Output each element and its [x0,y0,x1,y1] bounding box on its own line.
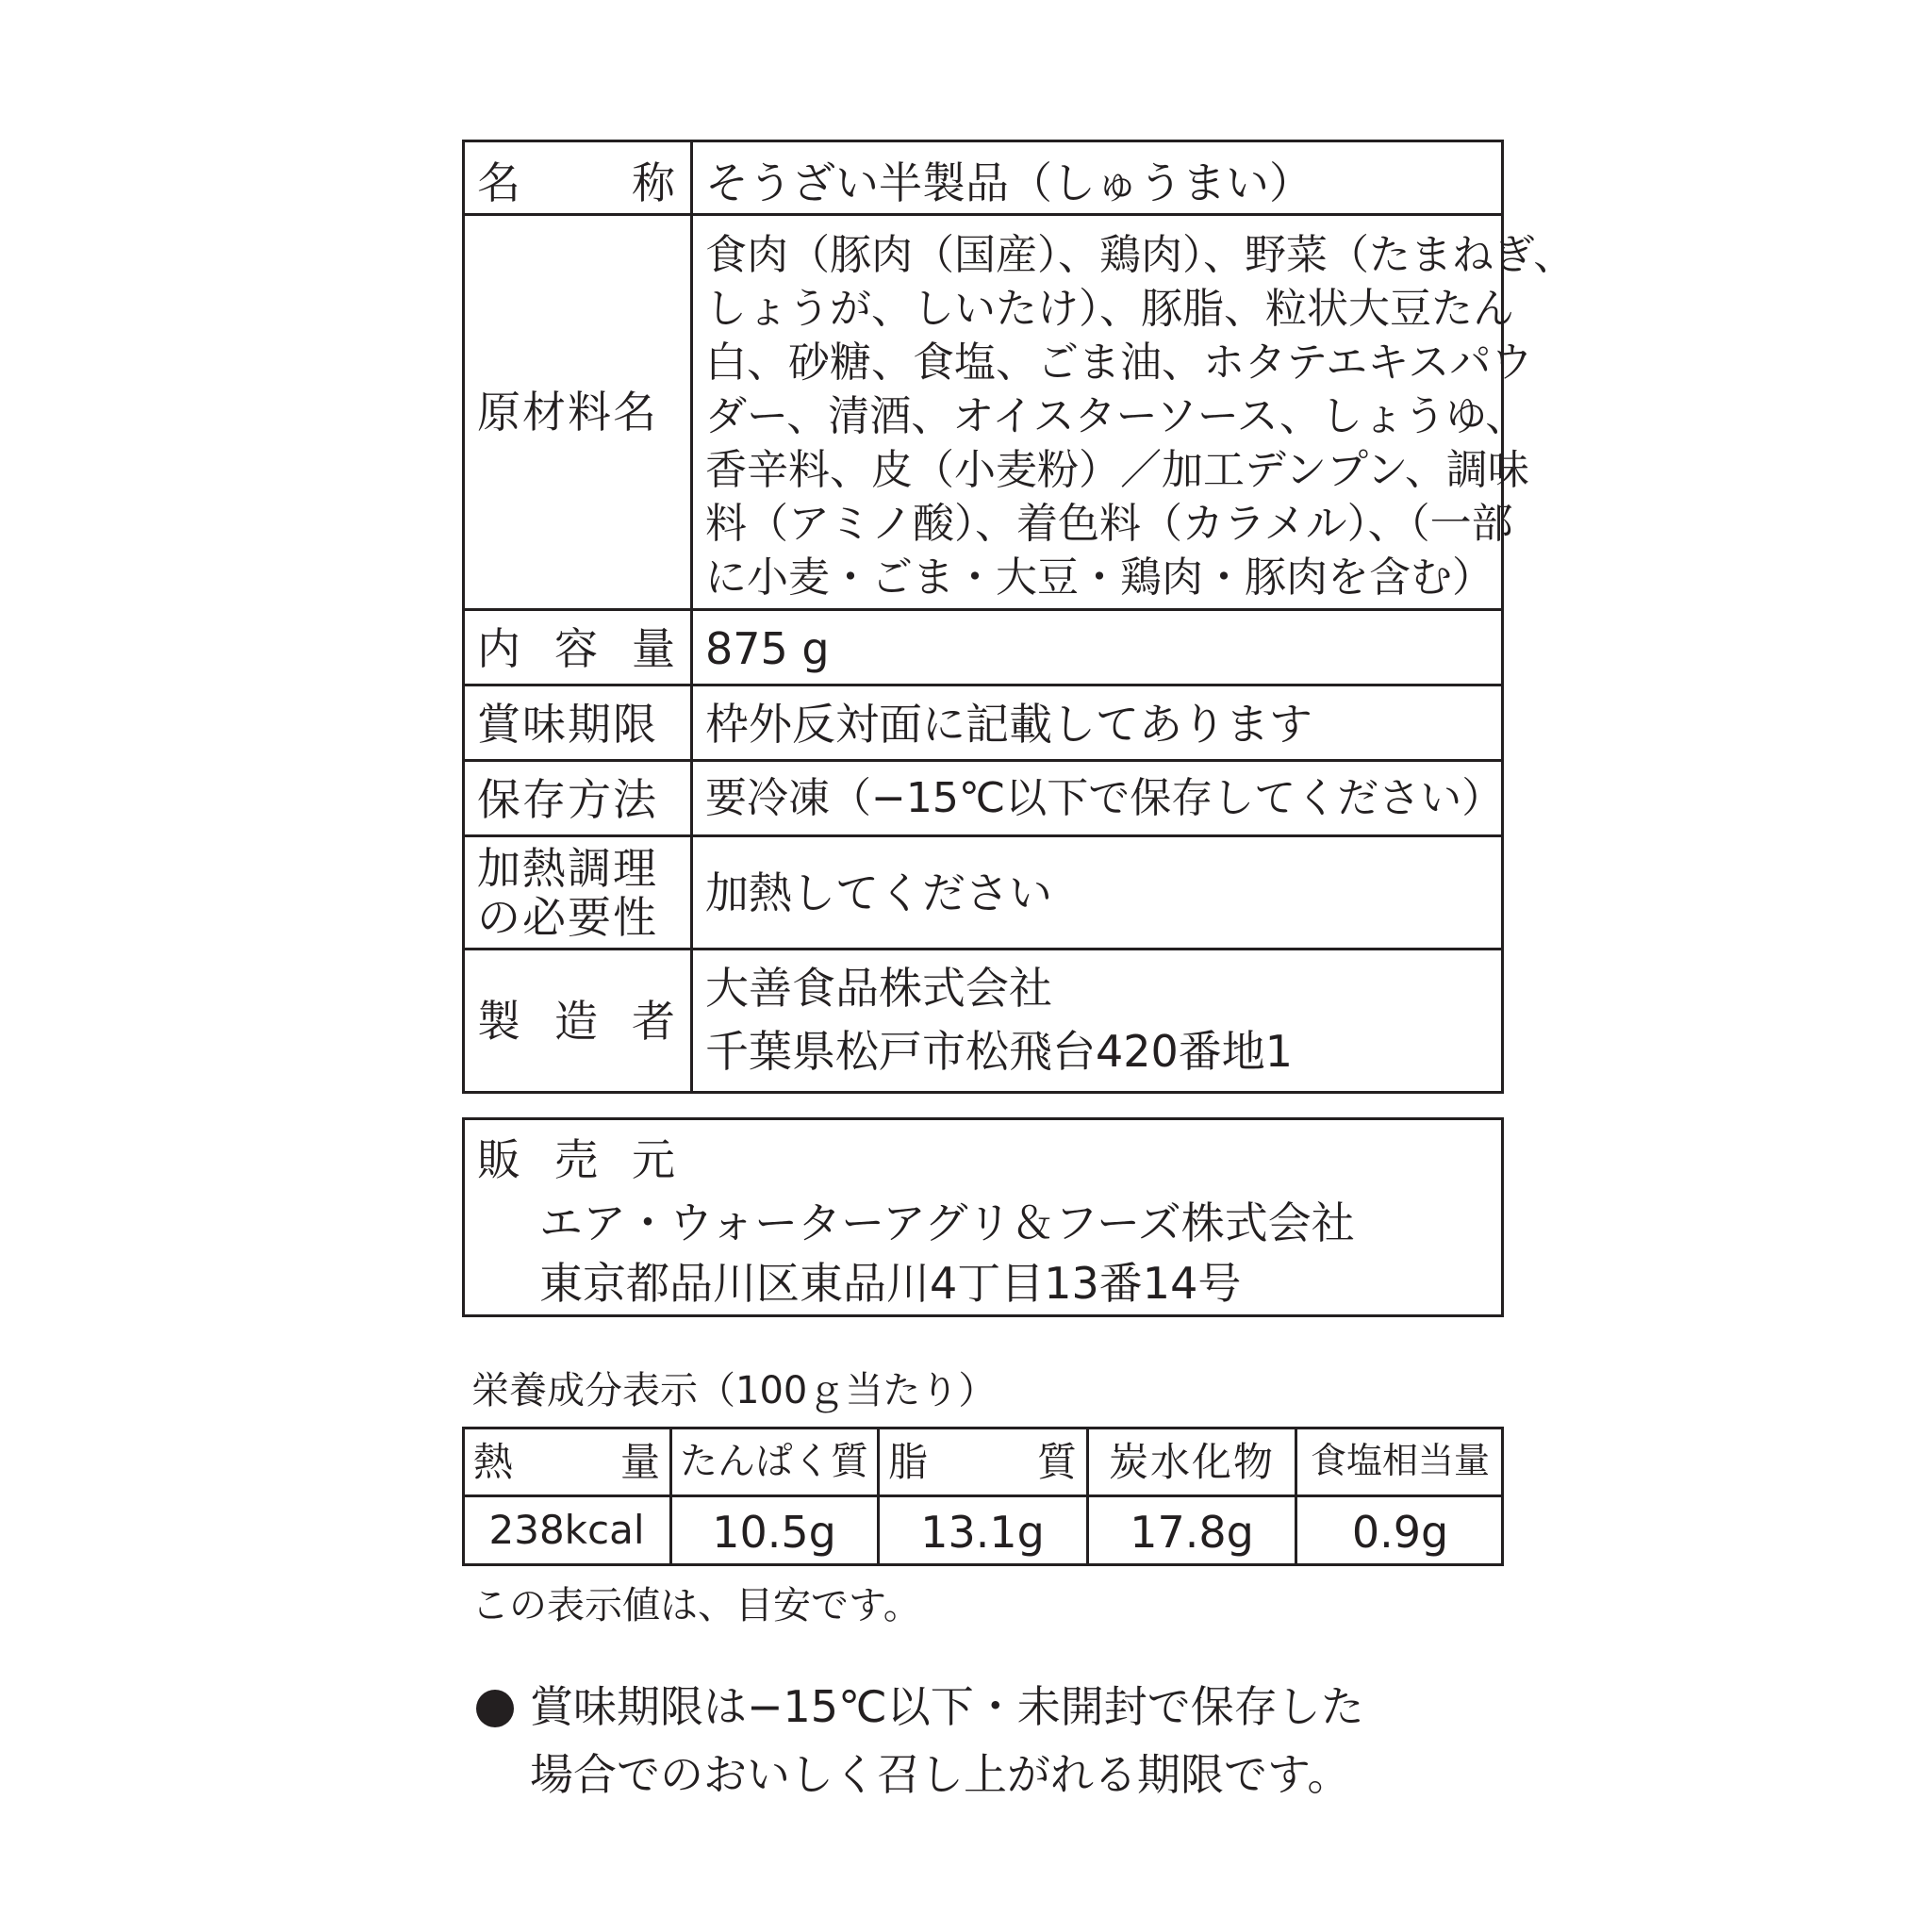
ingredients-line: に小麦・ごま・大豆・鶏肉・豚肉を含む） [705,553,1494,602]
ingredients-line: 香辛料、皮（小麦粉）／加工デンプン、調味 [705,446,1529,494]
row-divider [462,684,1504,686]
heating-value: 加熱してください [705,867,1052,918]
heating-label-line1: 加熱調理 [477,843,658,894]
carbs-header: 炭水化物 [1108,1439,1275,1485]
fat-header: 脂 質 [888,1439,1077,1485]
seller-company: エア・ウォーターアグリ＆フーズ株式会社 [539,1197,1355,1248]
bullet-icon [476,1690,514,1727]
seller-label: 販 売 元 [477,1134,675,1185]
heating-label-line2: の必要性 [477,892,658,943]
manufacturer-address: 千葉県松戸市松飛台420番地1 [705,1026,1294,1077]
net-weight-label: 内 容 量 [477,623,675,674]
best-before-label: 賞味期限 [477,699,658,750]
ingredients-label: 原材料名 [477,387,658,438]
ingredients-line: 食肉（豚肉（国産）、鶏肉）、野菜（たまねぎ、 [705,231,1576,279]
carbs-value: 17.8g [1130,1507,1254,1558]
energy-header: 熱 量 [473,1439,660,1485]
manufacturer-company: 大善食品株式会社 [705,963,1052,1014]
row-divider [462,213,1504,216]
storage-value: 要冷凍（−15℃以下で保存してください） [705,774,1504,822]
best-before-value: 枠外反対面に記載してあります [705,699,1312,750]
storage-label: 保存方法 [477,774,658,825]
ingredients-line: 料（アミノ酸）、着色料（カラメル）、（一部 [705,500,1513,548]
nutrition-note: この表示値は、目安です。 [471,1584,921,1627]
net-weight-value: 875 g [705,623,830,674]
caution-line2: 場合でのおいしく召し上がれる期限です。 [530,1749,1351,1800]
ingredients-line: しょうが、しいたけ）、豚脂、粒状大豆たん [705,285,1514,333]
ingredients-line: 白、砂糖、食塩、ごま油、ホタテエキスパウ [705,339,1533,387]
caution-line1: 賞味期限は−15℃以下・未開封で保存した [530,1681,1364,1732]
nutrition-col-divider [669,1427,672,1566]
seller-address: 東京都品川区東品川4丁目13番14号 [539,1258,1242,1309]
protein-header: たんぱく質 [680,1440,868,1483]
energy-value: 238kcal [488,1507,645,1553]
row-divider [462,948,1504,950]
nutrition-title: 栄養成分表示（100ｇ当たり） [471,1369,997,1412]
row-divider [462,759,1504,762]
row-divider [462,608,1504,611]
row-divider [462,834,1504,837]
label-table-column-divider [690,140,693,1094]
manufacturer-label: 製 造 者 [477,996,675,1047]
nutrition-col-divider [1295,1427,1297,1566]
salt-value: 0.9g [1351,1507,1449,1558]
nutrition-col-divider [1086,1427,1089,1566]
name-label: 名 称 [477,157,675,208]
protein-value: 10.5g [712,1507,836,1558]
nutrition-col-divider [877,1427,880,1566]
name-value: そうざい半製品（しゅうまい） [705,157,1312,208]
ingredients-line: ダー、清酒、オイスターソース、しょうゆ、 [705,392,1527,440]
salt-header: 食塩相当量 [1310,1440,1490,1481]
fat-value: 13.1g [920,1507,1045,1558]
nutrition-row-divider [462,1494,1504,1497]
ingredients-value [705,228,1575,604]
